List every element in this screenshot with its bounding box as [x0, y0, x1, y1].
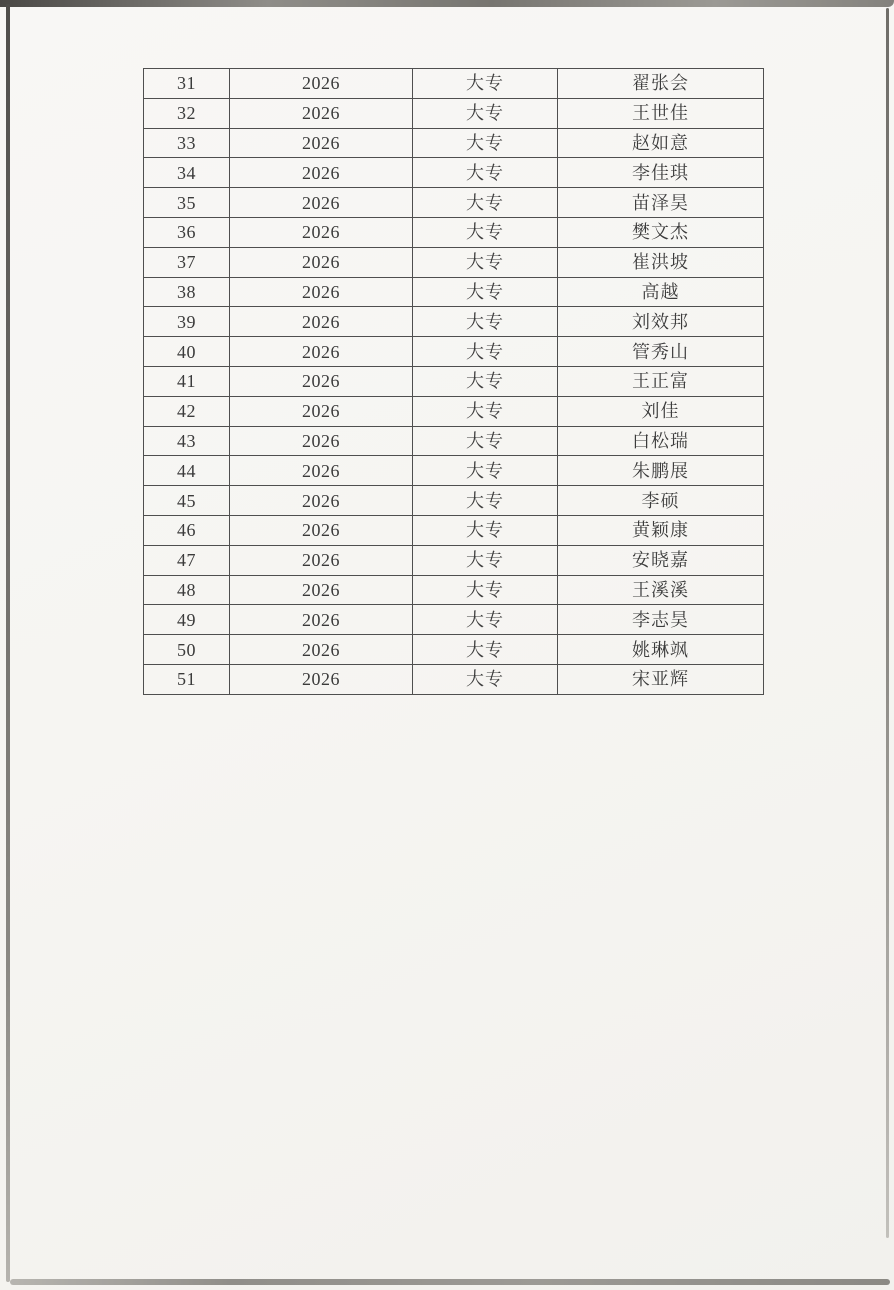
- name-cell: 高越: [558, 277, 764, 307]
- education-cell: 大专: [413, 158, 558, 188]
- year-cell: 2026: [230, 456, 413, 486]
- year-cell: 2026: [230, 366, 413, 396]
- scan-edge-top: [0, 0, 894, 7]
- name-cell: 翟张会: [558, 69, 764, 99]
- row-number-cell: 50: [144, 635, 230, 665]
- education-cell: 大专: [413, 277, 558, 307]
- education-cell: 大专: [413, 575, 558, 605]
- row-number-cell: 37: [144, 247, 230, 277]
- row-number-cell: 40: [144, 337, 230, 367]
- year-cell: 2026: [230, 188, 413, 218]
- row-number-cell: 38: [144, 277, 230, 307]
- row-number-cell: 31: [144, 69, 230, 99]
- education-cell: 大专: [413, 217, 558, 247]
- row-number-cell: 39: [144, 307, 230, 337]
- name-cell: 白松瑞: [558, 426, 764, 456]
- row-number-cell: 47: [144, 545, 230, 575]
- table-row: [144, 396, 764, 426]
- education-cell: 大专: [413, 69, 558, 99]
- scan-edge-right: [886, 8, 889, 1238]
- education-cell: 大专: [413, 456, 558, 486]
- name-cell: 王正富: [558, 366, 764, 396]
- name-cell: 朱鹏展: [558, 456, 764, 486]
- year-cell: 2026: [230, 69, 413, 99]
- table-row: [144, 664, 764, 694]
- education-cell: 大专: [413, 515, 558, 545]
- name-cell: 李硕: [558, 486, 764, 516]
- year-cell: 2026: [230, 605, 413, 635]
- row-number-cell: 33: [144, 128, 230, 158]
- roster-table-body: [144, 69, 764, 695]
- name-cell: 王溪溪: [558, 575, 764, 605]
- scan-edge-left: [6, 4, 10, 1282]
- table-row: [144, 366, 764, 396]
- table-row: [144, 217, 764, 247]
- name-cell: 黄颖康: [558, 515, 764, 545]
- table-row: [144, 515, 764, 545]
- table-row: [144, 158, 764, 188]
- table-row: [144, 188, 764, 218]
- education-cell: 大专: [413, 307, 558, 337]
- year-cell: 2026: [230, 307, 413, 337]
- education-cell: 大专: [413, 396, 558, 426]
- table-row: [144, 69, 764, 99]
- scan-edge-bottom: [10, 1279, 890, 1285]
- table-row: [144, 575, 764, 605]
- year-cell: 2026: [230, 158, 413, 188]
- table-row: [144, 545, 764, 575]
- year-cell: 2026: [230, 217, 413, 247]
- education-cell: 大专: [413, 337, 558, 367]
- name-cell: 刘效邦: [558, 307, 764, 337]
- name-cell: 姚琳飒: [558, 635, 764, 665]
- education-cell: 大专: [413, 426, 558, 456]
- table-row: [144, 426, 764, 456]
- year-cell: 2026: [230, 486, 413, 516]
- education-cell: 大专: [413, 366, 558, 396]
- table-row: [144, 635, 764, 665]
- year-cell: 2026: [230, 635, 413, 665]
- year-cell: 2026: [230, 664, 413, 694]
- year-cell: 2026: [230, 337, 413, 367]
- name-cell: 李志昊: [558, 605, 764, 635]
- table-row: [144, 128, 764, 158]
- row-number-cell: 46: [144, 515, 230, 545]
- year-cell: 2026: [230, 515, 413, 545]
- year-cell: 2026: [230, 128, 413, 158]
- name-cell: 赵如意: [558, 128, 764, 158]
- year-cell: 2026: [230, 247, 413, 277]
- name-cell: 李佳琪: [558, 158, 764, 188]
- name-cell: 安晓嘉: [558, 545, 764, 575]
- name-cell: 樊文杰: [558, 217, 764, 247]
- row-number-cell: 51: [144, 664, 230, 694]
- row-number-cell: 32: [144, 98, 230, 128]
- education-cell: 大专: [413, 605, 558, 635]
- year-cell: 2026: [230, 426, 413, 456]
- row-number-cell: 34: [144, 158, 230, 188]
- education-cell: 大专: [413, 98, 558, 128]
- table-row: [144, 247, 764, 277]
- row-number-cell: 42: [144, 396, 230, 426]
- education-cell: 大专: [413, 486, 558, 516]
- year-cell: 2026: [230, 98, 413, 128]
- education-cell: 大专: [413, 188, 558, 218]
- name-cell: 宋亚辉: [558, 664, 764, 694]
- education-cell: 大专: [413, 664, 558, 694]
- year-cell: 2026: [230, 277, 413, 307]
- table-row: [144, 605, 764, 635]
- name-cell: 管秀山: [558, 337, 764, 367]
- education-cell: 大专: [413, 635, 558, 665]
- year-cell: 2026: [230, 396, 413, 426]
- row-number-cell: 35: [144, 188, 230, 218]
- row-number-cell: 43: [144, 426, 230, 456]
- table-row: [144, 98, 764, 128]
- row-number-cell: 44: [144, 456, 230, 486]
- row-number-cell: 45: [144, 486, 230, 516]
- name-cell: 苗泽昊: [558, 188, 764, 218]
- row-number-cell: 36: [144, 217, 230, 247]
- table-row: [144, 337, 764, 367]
- name-cell: 崔洪坡: [558, 247, 764, 277]
- year-cell: 2026: [230, 545, 413, 575]
- table-row: [144, 307, 764, 337]
- education-cell: 大专: [413, 545, 558, 575]
- row-number-cell: 48: [144, 575, 230, 605]
- education-cell: 大专: [413, 247, 558, 277]
- row-number-cell: 49: [144, 605, 230, 635]
- education-cell: 大专: [413, 128, 558, 158]
- table-row: [144, 456, 764, 486]
- year-cell: 2026: [230, 575, 413, 605]
- roster-table: [143, 68, 764, 695]
- name-cell: 王世佳: [558, 98, 764, 128]
- row-number-cell: 41: [144, 366, 230, 396]
- name-cell: 刘佳: [558, 396, 764, 426]
- table-row: [144, 277, 764, 307]
- table-row: [144, 486, 764, 516]
